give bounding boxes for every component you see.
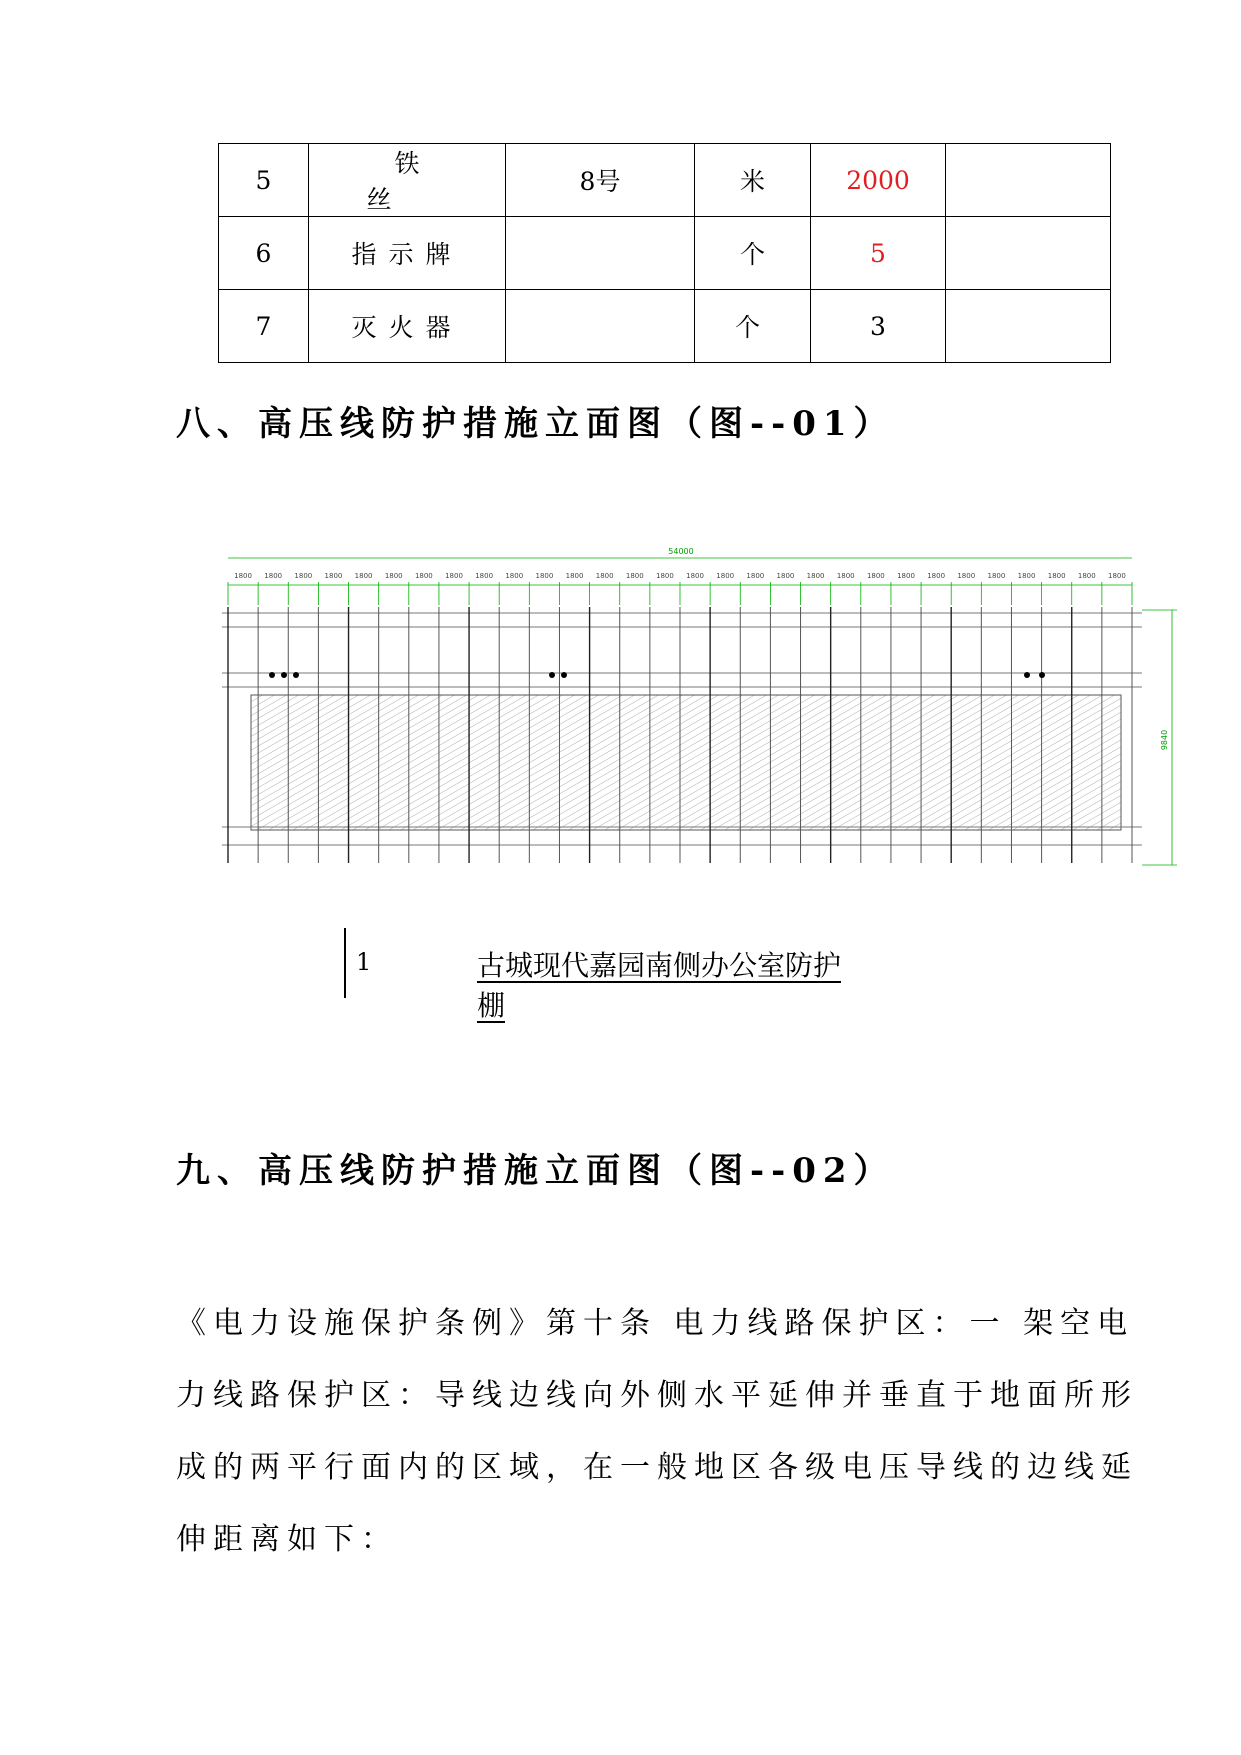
section-heading-8: 八、高压线防护措施立面图（图--01）	[176, 404, 895, 444]
wire-marker	[281, 672, 287, 678]
item-name: 铁 丝	[309, 144, 506, 217]
item-remark	[946, 144, 1111, 217]
bay-dimension-label: 1800	[656, 572, 674, 580]
paragraph-line: 力线路保护区：导线边线向外侧水平延伸并垂直于地面所形	[176, 1378, 1138, 1413]
regulation-paragraph	[176, 1288, 1138, 1576]
bay-dimension-label: 1800	[716, 572, 735, 580]
bay-dimension-label: 1800	[1017, 572, 1036, 580]
bay-dimension-label: 1800	[535, 572, 554, 580]
bay-dimension-label: 1800	[475, 572, 494, 580]
bay-dimension-label: 1800	[1047, 572, 1066, 580]
caption-divider	[344, 928, 346, 998]
item-spec	[506, 290, 695, 363]
caption-title: 古城现代嘉园南侧办公室防护棚	[477, 949, 842, 1022]
table-row	[219, 144, 1111, 217]
item-spec: 8号	[506, 144, 695, 217]
bay-dimension-label: 1800	[384, 572, 403, 580]
bay-dimension-label: 1800	[897, 572, 915, 580]
wire-marker	[549, 672, 555, 678]
bay-dimension-label: 1800	[987, 572, 1006, 580]
wire-marker	[269, 672, 275, 678]
item-unit: 米	[695, 144, 811, 217]
bay-dimension-label: 1800	[595, 572, 614, 580]
height-dimension-label: 9840	[1160, 729, 1169, 751]
bay-dimension-label: 1800	[414, 572, 433, 580]
figure-caption	[344, 928, 864, 1022]
item-unit: 个	[695, 217, 811, 290]
bay-dimension-label: 1800	[505, 572, 524, 580]
row-number: 5	[219, 144, 309, 217]
bay-dimension-label: 1800	[836, 572, 855, 580]
elevation-drawing	[222, 545, 1182, 885]
row-number: 6	[219, 217, 309, 290]
bay-dimension-label: 1800	[264, 572, 283, 580]
bay-dimension-label: 1800	[234, 572, 252, 580]
bay-dimension-label: 1800	[625, 572, 644, 580]
item-qty: 5	[811, 217, 946, 290]
bay-dimension-label: 1800	[565, 572, 584, 580]
bay-dimension-label: 1800	[686, 572, 704, 580]
row-number: 7	[219, 290, 309, 363]
materials-table	[218, 143, 1111, 363]
bay-dimension-label: 1800	[957, 572, 976, 580]
wire-marker	[561, 672, 567, 678]
item-name: 指示牌	[309, 217, 506, 290]
wire-marker	[1039, 672, 1045, 678]
bay-dimension-label: 1800	[294, 572, 313, 580]
table-row	[219, 290, 1111, 363]
protective-net-panel	[251, 695, 1121, 830]
item-remark	[946, 290, 1111, 363]
bay-dimension-label: 1800	[324, 572, 343, 580]
paragraph-line: 成的两平行面内的区域，在一般地区各级电压导线的边线延	[176, 1450, 1138, 1485]
bay-dimension-label: 1800	[866, 572, 885, 580]
item-unit: 个	[695, 290, 811, 363]
bay-dimension-label: 1800	[354, 572, 373, 580]
wire-marker	[1024, 672, 1030, 678]
wire-marker	[293, 672, 299, 678]
total-dimension-label: 54000	[668, 547, 694, 556]
bay-dimension-label: 1800	[1108, 572, 1126, 580]
item-qty: 2000	[811, 144, 946, 217]
item-remark	[946, 217, 1111, 290]
scaffold-frame	[222, 607, 1142, 863]
caption-number: 1	[356, 948, 372, 976]
item-spec	[506, 217, 695, 290]
bay-dimension-label: 1800	[806, 572, 825, 580]
bay-dimension-label: 1800	[927, 572, 946, 580]
item-name: 灭火器	[309, 290, 506, 363]
paragraph-line: 伸距离如下：	[176, 1522, 398, 1557]
paragraph-line: 《电力设施保护条例》第十条 电力线路保护区：一 架空电	[176, 1306, 1135, 1341]
bay-dimension-label: 1800	[1077, 572, 1096, 580]
bay-dimension-label: 1800	[776, 572, 795, 580]
bay-dimension-label: 1800	[746, 572, 765, 580]
section-heading-9: 九、高压线防护措施立面图（图--02）	[176, 1151, 895, 1191]
item-qty: 3	[811, 290, 946, 363]
table-row	[219, 217, 1111, 290]
bay-dimension-label: 1800	[445, 572, 463, 580]
